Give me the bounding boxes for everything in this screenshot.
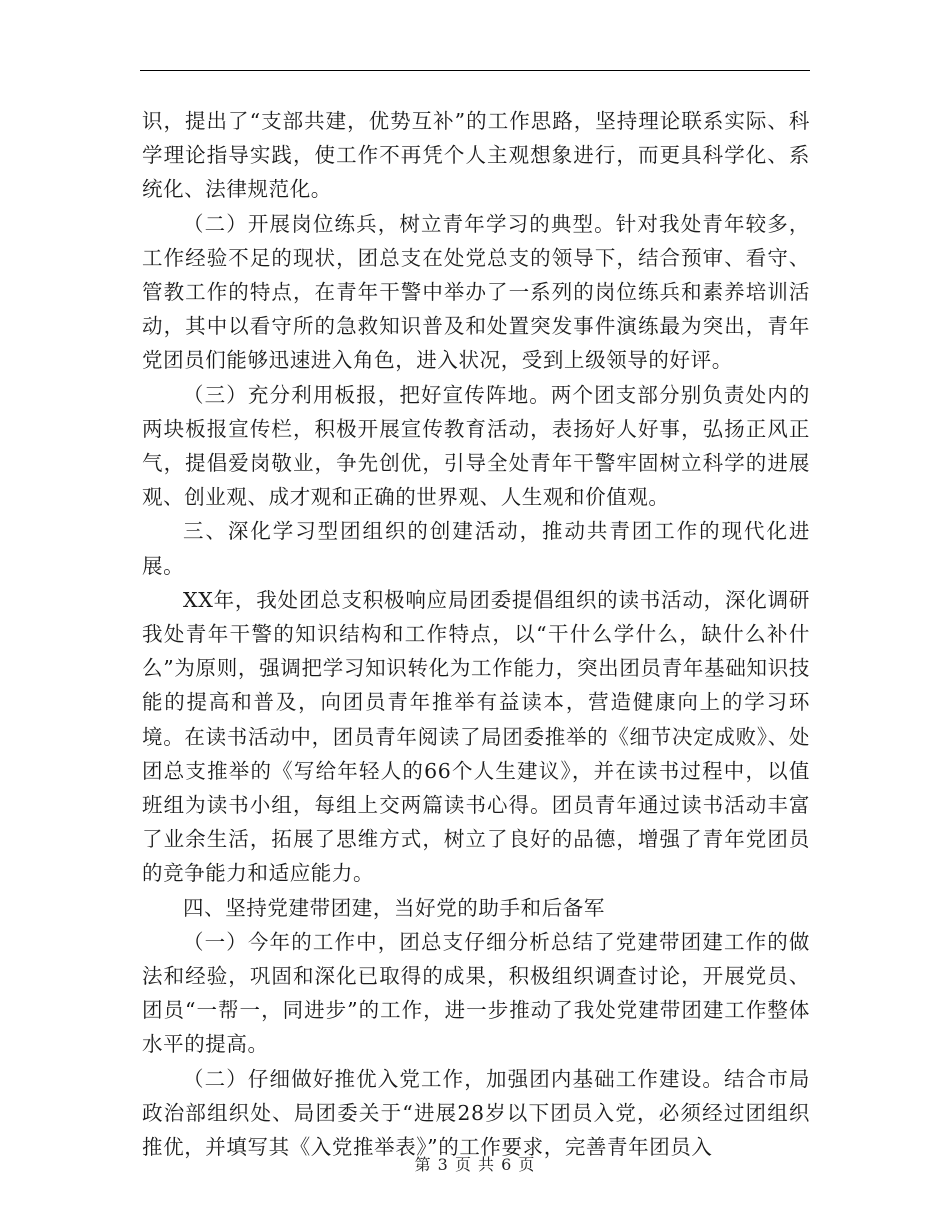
paragraph-section-3-body: XX年，我处团总支积极响应局团委提倡组织的读书活动，深化调研我处青年干警的知识结构和工作特点，以“干什么学什么，缺什么补什么”为原则，强调把学习知识转化为工作能力，突出团员青年基础知识技能的提高和普及，向团员青年推举有益读本，营造健康向上的学习环境。在读书活动中，团员青年阅读了局团委推举的《细节决定成败》、处团总支推举的《写给年轻人的66个人生建议》，并在读书过程中，以值班组为读书小组，每组上交两篇读书心得。团员青年通过读书活动丰富了业余生活，拓展了思维方式，树立了良好的品德，增强了青年党团员的竞争能力和适应能力。	[142, 587, 810, 886]
header-rule	[140, 70, 810, 71]
heading-section-3: 三、深化学习型团组织的创建活动，推动共青团工作的现代化进展。	[142, 519, 810, 578]
heading-section-4: 四、坚持党建带团建，当好党的助手和后备军	[183, 895, 605, 920]
paragraph-section-2-2: （二）开展岗位练兵，树立青年学习的典型。针对我处青年较多，工作经验不足的现状，团总支在处党总支的领导下，结合预审、看守、管教工作的特点，在青年干警中举办了一系列的岗位练兵和素养培训活动，其中以看守所的急救知识普及和处置突发事件演练最为突出，青年党团员们能够迅速进入角色，进入状况，受到上级领导的好评。	[142, 211, 810, 373]
paragraph-continuation: 识，提出了“支部共建，优势互补”的工作思路，坚持理论联系实际、科学理论指导实践，使工作不再凭个人主观想象进行，而更具科学化、系统化、法律规范化。	[142, 109, 810, 202]
document-body	[142, 104, 810, 1164]
paragraph-section-4-2: （二）仔细做好推优入党工作，加强团内基础工作建设。结合市局政治部组织处、局团委关于“进展28岁以下团员入党，必须经过团组织推优，并填写其《入党推举表》”的工作要求，完善青年团员入	[142, 1066, 810, 1160]
paragraph-section-2-3: （三）充分利用板报，把好宣传阵地。两个团支部分别负责处内的两块板报宣传栏，积极开展宣传教育活动，表扬好人好事，弘扬正风正气，提倡爱岗敬业，争先创优，引导全处青年干警牢固树立科学的进展观、创业观、成才观和正确的世界观、人生观和价值观。	[142, 382, 810, 510]
page-number-footer: 第 3 页 共 6 页	[414, 1155, 536, 1174]
paragraph-section-4-1: （一）今年的工作中，团总支仔细分析总结了党建带团建工作的做法和经验，巩固和深化已取得的成果，积极组织调查讨论，开展党员、团员“一帮一，同进步”的工作，进一步推动了我处党建带团建工作整体水平的提高。	[142, 929, 810, 1057]
